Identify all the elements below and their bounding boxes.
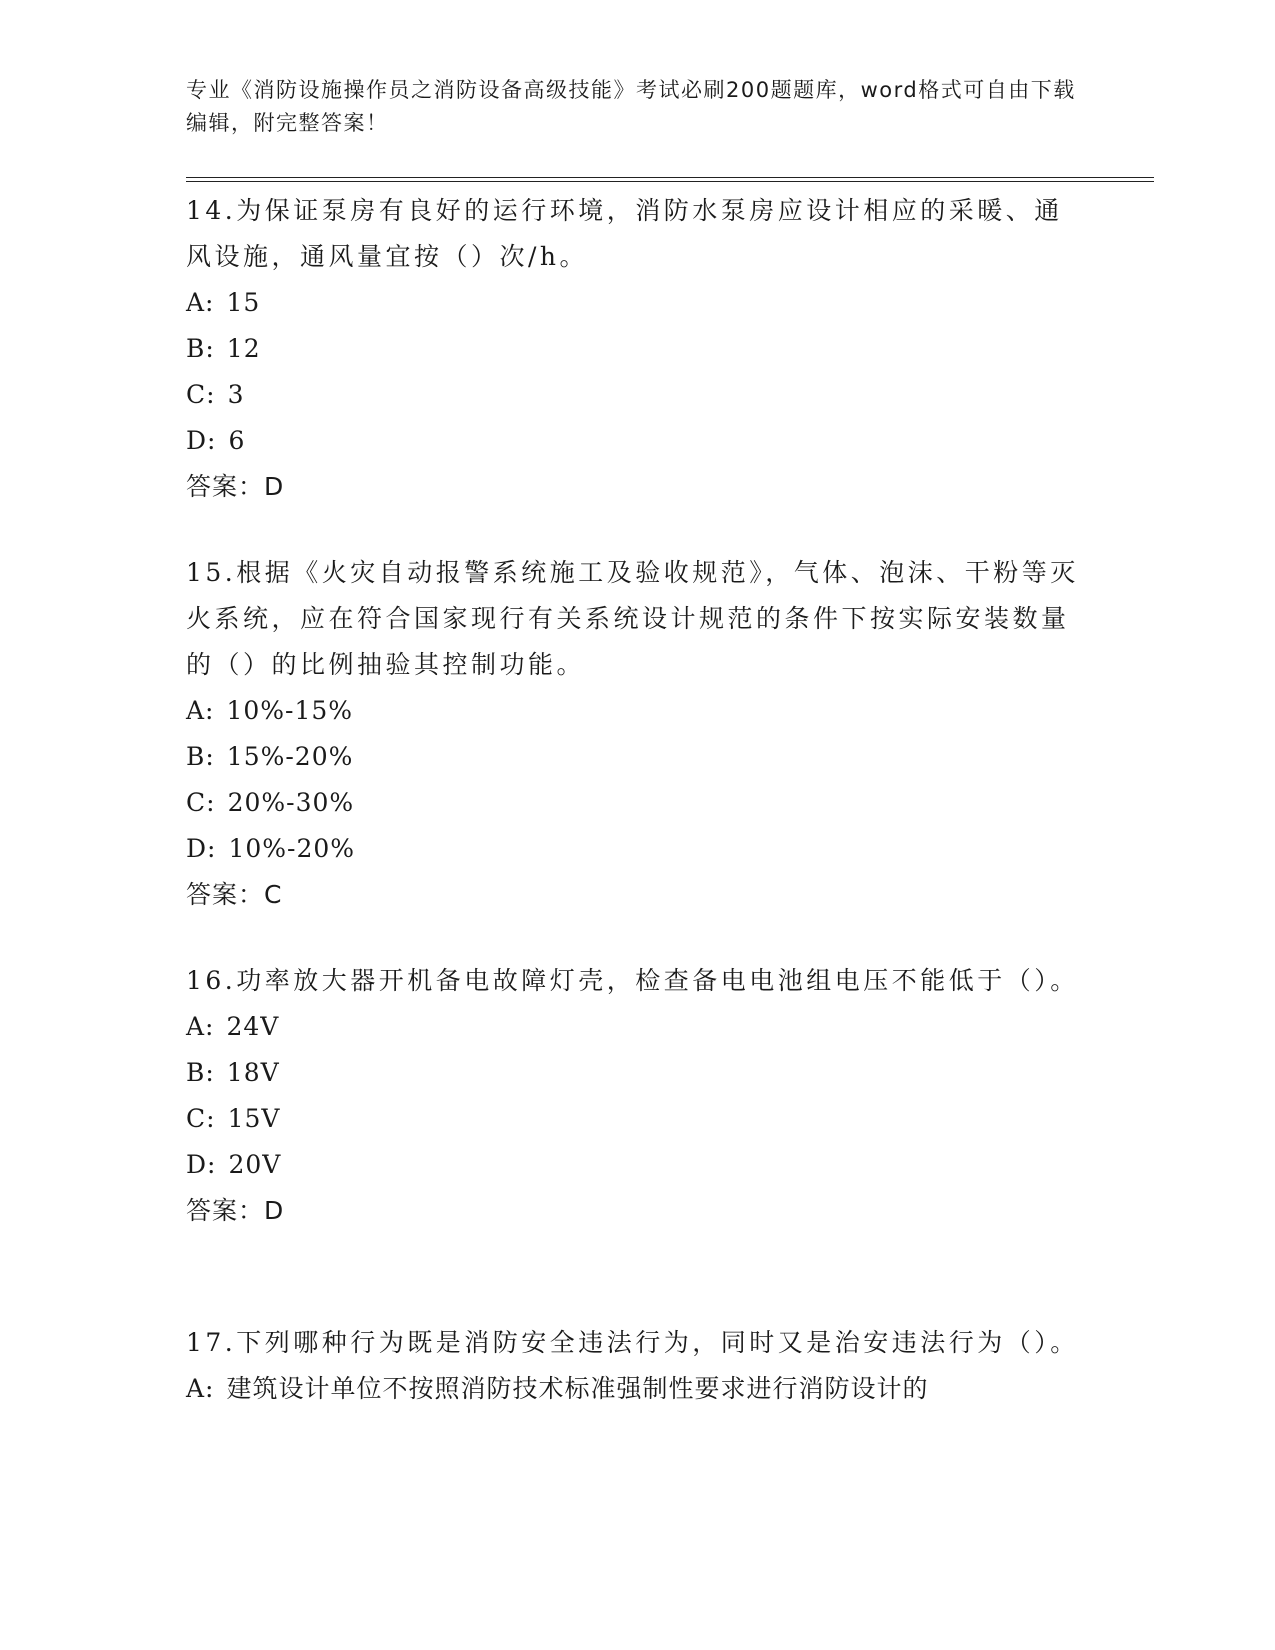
option-value: 15%-20% [226,742,354,771]
option-value: 18V [226,1058,280,1087]
option-b [186,734,1086,780]
option-c [186,1096,1086,1142]
option-key: C: [186,1104,216,1133]
option-value: 24V [226,1012,280,1041]
option-value: 15V [227,1104,281,1133]
option-key: B: [186,334,215,363]
option-key: A: [186,696,215,725]
option-key: A: [186,1012,215,1041]
option-key: B: [186,742,215,771]
header-title: 专业《消防设施操作员之消防设备高级技能》考试必刷200题题库，word格式可自由下载编辑，附完整答案！ [186,78,1076,135]
option-value: 建筑设计单位不按照消防技术标准强制性要求进行消防设计的 [226,1374,929,1403]
question-17 [186,1320,1086,1412]
question-14 [186,188,1086,510]
option-value: 10%-20% [228,834,356,863]
question-text: 15.根据《火灾自动报警系统施工及验收规范》，气体、泡沫、干粉等灭火系统，应在符合国家现行有关系统设计规范的条件下按实际安装数量的（）的比例抽验其控制功能。 [186,558,1079,679]
option-value: 3 [227,380,245,409]
option-value: 12 [226,334,261,363]
option-key: A: [186,1374,215,1403]
option-key: C: [186,788,216,817]
option-value: 15 [226,288,261,317]
option-key: C: [186,380,216,409]
question-16 [186,958,1086,1234]
option-key: D: [186,426,217,455]
option-key: D: [186,834,217,863]
option-key: A: [186,288,215,317]
option-value: 10%-15% [226,696,354,725]
option-a [186,688,1086,734]
option-a [186,1366,1086,1412]
question-15 [186,550,1086,918]
question-text: 14.为保证泵房有良好的运行环境，消防水泵房应设计相应的采暖、通风设施，通风量宜按（）次/h。 [186,196,1063,271]
option-value: 20V [228,1150,282,1179]
document-header [186,74,1086,140]
rule-line-bottom [186,181,1154,182]
answer-line: 答案：C [186,880,283,909]
question-text: 16.功率放大器开机备电故障灯壳，检查备电电池组电压不能低于（）。 [186,966,1079,995]
option-key: B: [186,1058,215,1087]
option-b [186,1050,1086,1096]
option-a [186,1004,1086,1050]
option-key: D: [186,1150,217,1179]
option-c [186,780,1086,826]
option-d [186,1142,1086,1188]
answer-line: 答案：D [186,1196,285,1225]
answer-line: 答案：D [186,472,285,501]
option-value: 20%-30% [227,788,355,817]
option-c [186,372,1086,418]
option-value: 6 [228,426,246,455]
option-d [186,418,1086,464]
header-double-rule [186,177,1154,183]
rule-line-top [186,177,1154,178]
option-d [186,826,1086,872]
question-text: 17.下列哪种行为既是消防安全违法行为，同时又是治安违法行为（）。 [186,1328,1079,1357]
option-b [186,326,1086,372]
option-a [186,280,1086,326]
